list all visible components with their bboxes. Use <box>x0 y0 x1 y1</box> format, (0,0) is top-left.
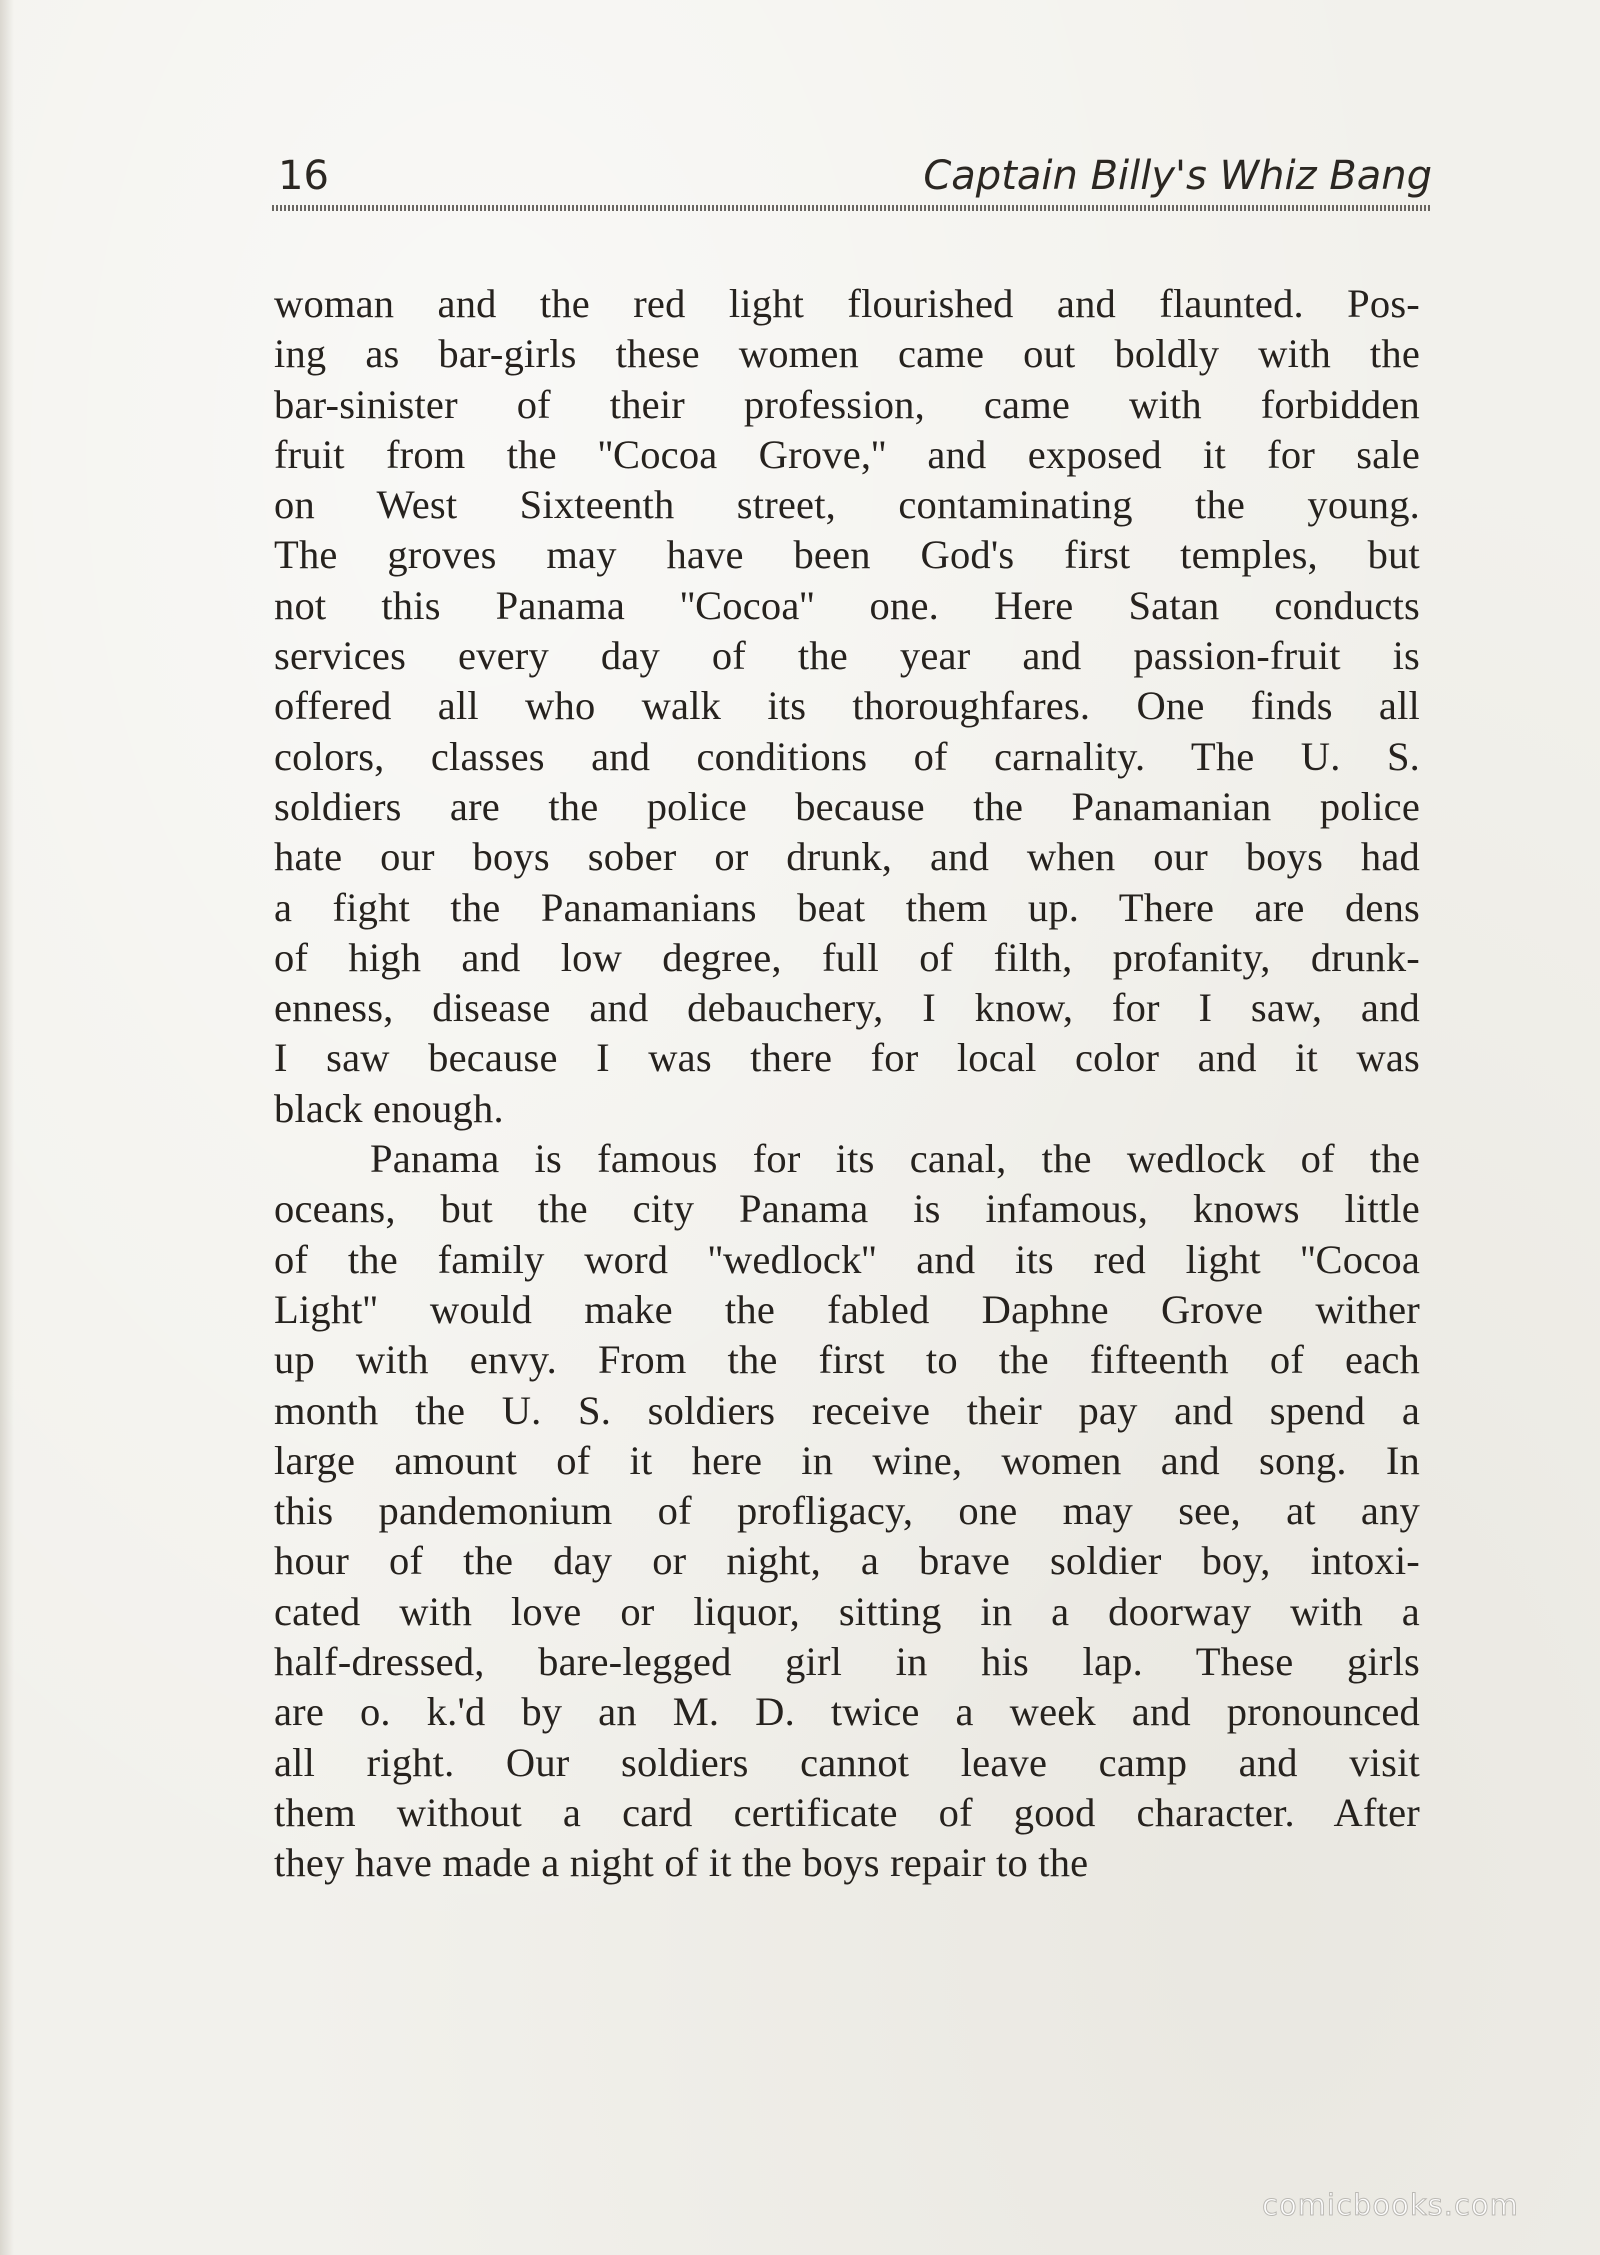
text-line: fruit from the ''Cocoa Grove,'' and exposed it for sale <box>274 431 1420 477</box>
text-line: up with envy. From the first to the fifteenth of each <box>274 1337 1420 1383</box>
text-line: are o. k.'d by an M. D. twice a week and pronounced <box>274 1689 1420 1735</box>
text-line: ing as bar-girls these women came out boldly with the <box>274 331 1420 377</box>
text-line: services every day of the year and passion-fruit is <box>274 633 1420 679</box>
header-rule <box>272 205 1432 211</box>
paragraph <box>274 1134 1420 1888</box>
paragraph <box>274 279 1420 1134</box>
text-line: of high and low degree, full of filth, profanity, drunk- <box>274 934 1420 980</box>
text-line: them without a card certificate of good character. After <box>274 1789 1420 1835</box>
text-line: cated with love or liquor, sitting in a doorway with a <box>274 1588 1420 1634</box>
text-line: I saw because I was there for local color and it was <box>274 1035 1420 1081</box>
text-line: month the U. S. soldiers receive their pay and spend a <box>274 1387 1420 1433</box>
text-line: Panama is famous for its canal, the wedlock of the <box>370 1136 1420 1182</box>
watermark: comicbooks.com <box>1262 2188 1519 2222</box>
page-number: 16 <box>278 153 329 199</box>
text-line: of the family word ''wedlock'' and its red light ''Cocoa <box>274 1236 1420 1282</box>
text-line: a fight the Panamanians beat them up. There are dens <box>274 884 1420 930</box>
text-line: offered all who walk its thoroughfares. One finds all <box>274 683 1420 729</box>
text-line: large amount of it here in wine, women and song. In <box>274 1437 1420 1483</box>
text-line: Light'' would make the fabled Daphne Grove wither <box>274 1286 1420 1332</box>
text-line: half-dressed, bare-legged girl in his lap. These girls <box>274 1639 1420 1685</box>
text-line: this pandemonium of profligacy, one may see, at any <box>274 1488 1420 1534</box>
running-title: Captain Billy's Whiz Bang <box>923 153 1432 199</box>
text-line: hour of the day or night, a brave soldier boy, intoxi- <box>274 1538 1420 1584</box>
text-line: on West Sixteenth street, contaminating the young. <box>274 482 1420 528</box>
text-line: they have made a night of it the boys repair to the <box>274 1840 1089 1886</box>
text-line: oceans, but the city Panama is infamous, knows little <box>274 1186 1420 1232</box>
text-line: not this Panama ''Cocoa'' one. Here Satan conducts <box>274 582 1420 628</box>
text-line: woman and the red light flourished and flaunted. Pos- <box>274 281 1420 326</box>
text-line: colors, classes and conditions of carnality. The U. S. <box>274 733 1420 779</box>
page-edge-shadow <box>0 0 14 2255</box>
text-line: all right. Our soldiers cannot leave camp and visit <box>274 1739 1420 1785</box>
text-line: black enough. <box>274 1085 504 1131</box>
body-text <box>274 279 1420 1889</box>
page-header <box>272 150 1432 202</box>
text-line: soldiers are the police because the Panamanian police <box>274 783 1420 829</box>
text-line: bar-sinister of their profession, came with forbidden <box>274 381 1420 427</box>
text-line: enness, disease and debauchery, I know, for I saw, and <box>274 985 1420 1031</box>
text-line: hate our boys sober or drunk, and when our boys had <box>274 834 1420 880</box>
text-line: The groves may have been God's first temples, but <box>274 532 1420 578</box>
